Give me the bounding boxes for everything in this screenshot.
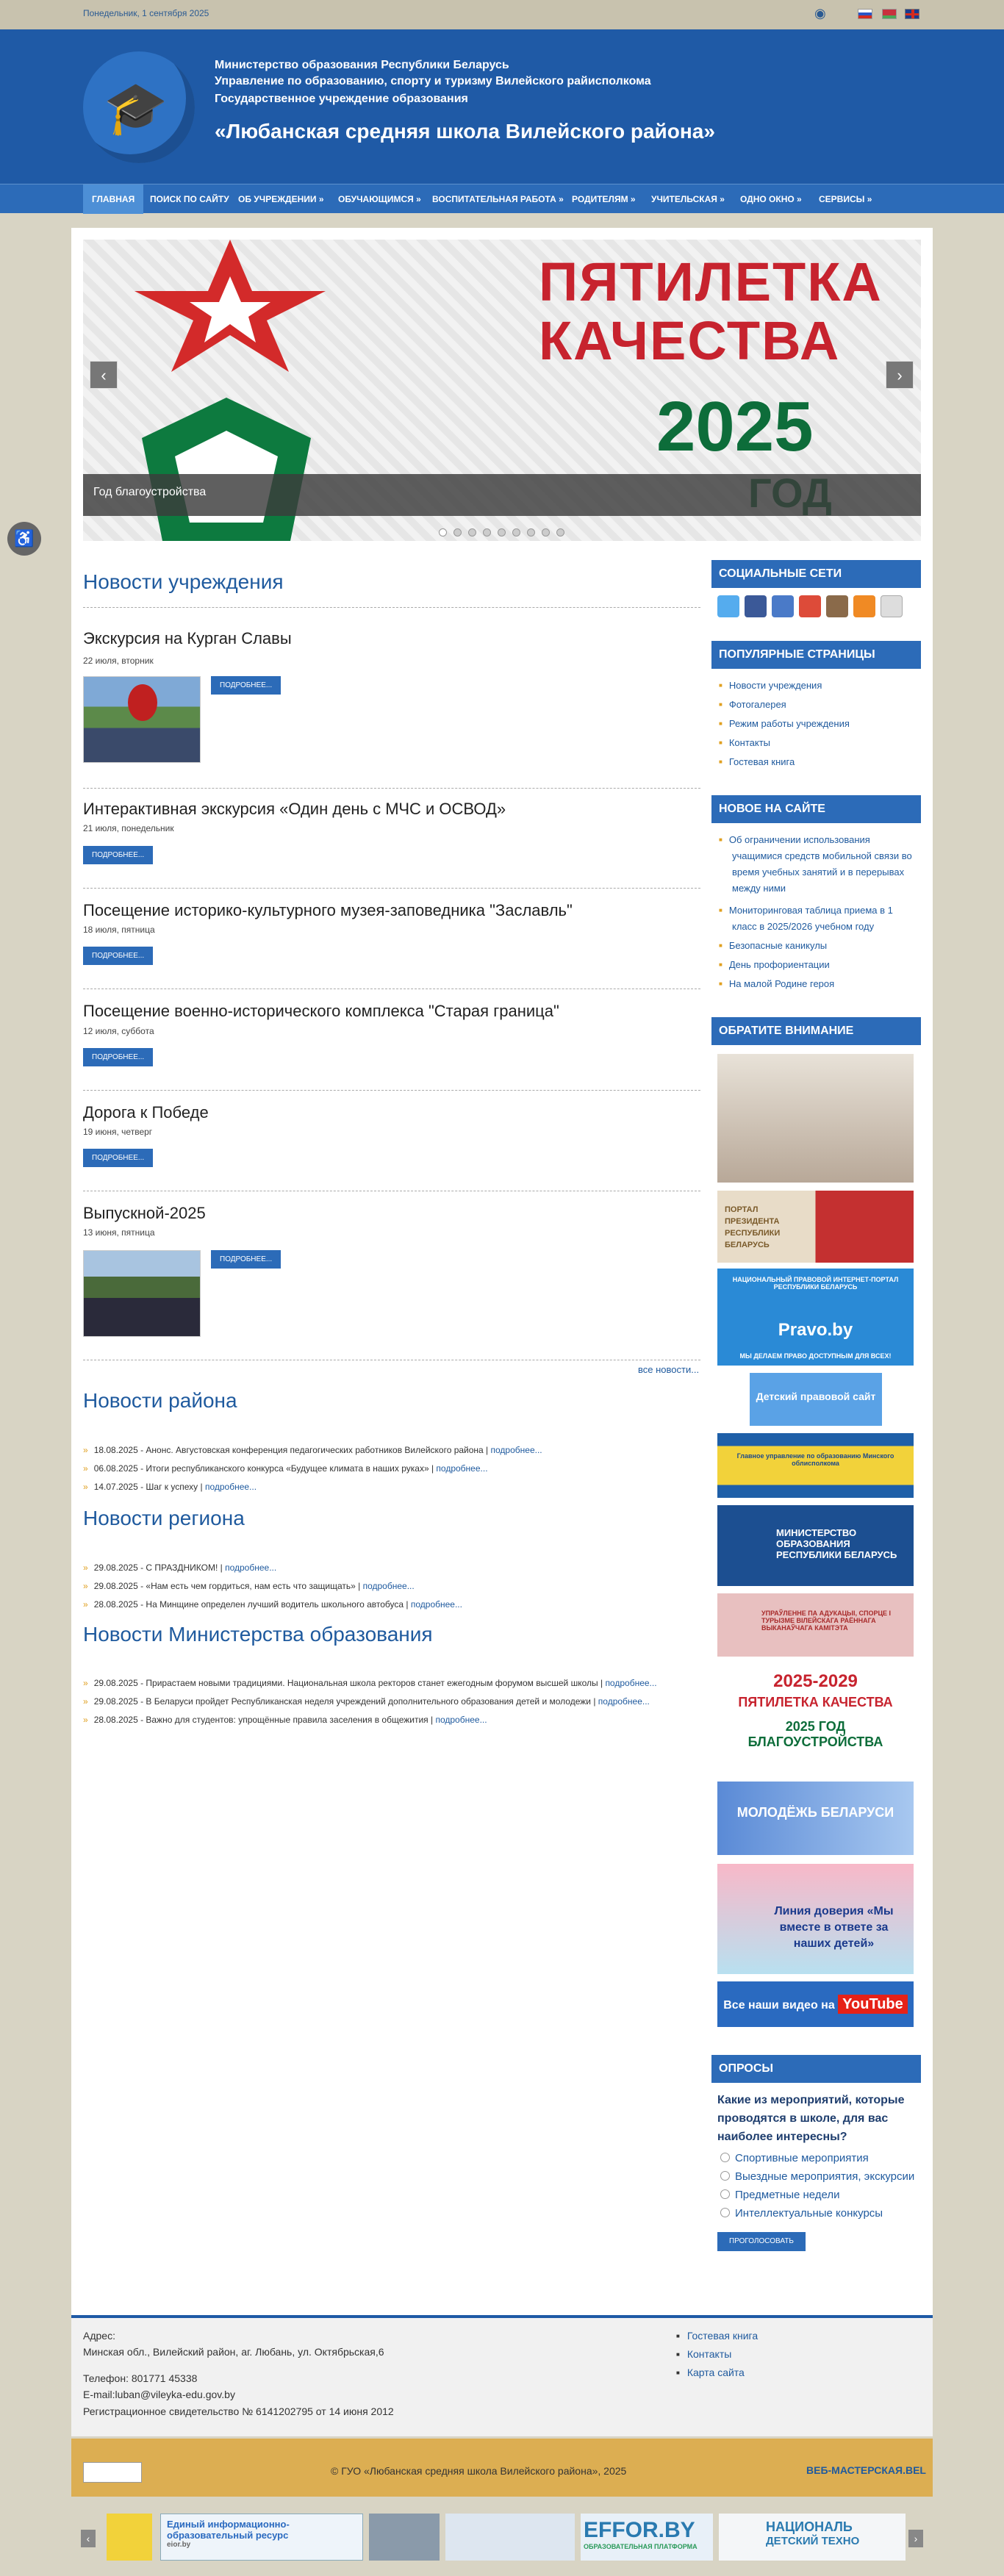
banner-trust-line[interactable] bbox=[717, 1864, 914, 1974]
more-link[interactable]: подробнее... bbox=[436, 1463, 488, 1474]
poll-option[interactable]: Предметные недели bbox=[720, 2189, 840, 2201]
kids-law-text: Детский правовой сайт bbox=[756, 1391, 876, 1402]
new-link[interactable]: ■ Мониторинговая таблица приема в 1 класс в 2025/2026 учебном году bbox=[719, 903, 917, 935]
polls-heading: ОПРОСЫ bbox=[711, 2055, 921, 2083]
partner-minsk-emblem[interactable] bbox=[107, 2514, 152, 2561]
nav-parents[interactable]: РОДИТЕЛЯМ » bbox=[572, 194, 636, 204]
quality-year-text: 2025 ГОД БЛАГОУСТРОЙСТВА bbox=[747, 1719, 883, 1749]
poll-question: Какие из мероприятий, которые проводятся в школе, для вас наиболее интересны? bbox=[717, 2094, 905, 2143]
list-item bbox=[83, 1445, 542, 1455]
main-nav bbox=[0, 184, 1004, 213]
effor-title: EFFOR.BY bbox=[584, 2518, 695, 2542]
read-more-button[interactable]: ПОДРОБНЕЕ... bbox=[211, 676, 281, 695]
address-text: Минская обл., Вилейский район, аг. Любань, ул. Октябрьская,6 bbox=[83, 2346, 384, 2358]
banner-ministry[interactable] bbox=[717, 1505, 914, 1586]
slider-prev-button[interactable]: ‹ bbox=[90, 361, 118, 389]
school-news-heading: Новости учреждения bbox=[83, 570, 284, 593]
list-item bbox=[83, 1581, 415, 1591]
news-thumbnail[interactable] bbox=[83, 676, 201, 763]
partner-photo[interactable] bbox=[369, 2514, 440, 2561]
registration-text: Регистрационное свидетельство № 6141202795 от 14 июня 2012 bbox=[83, 2405, 394, 2417]
technopark-line2: ДЕТСКИЙ ТЕХНО bbox=[766, 2535, 860, 2547]
slide-title-2: КАЧЕСТВА bbox=[539, 310, 841, 371]
facebook-icon[interactable] bbox=[745, 595, 767, 617]
header-institution-type: Государственное учреждение образования bbox=[215, 93, 468, 105]
banner-pravo[interactable] bbox=[717, 1269, 914, 1366]
pravo-subtitle: НАЦИОНАЛЬНЫЙ ПРАВОВОЙ ИНТЕРНЕТ-ПОРТАЛ РЕСПУБЛИКИ БЕЛАРУСЬ bbox=[732, 1276, 899, 1291]
quality-years: 2025-2029 bbox=[773, 1671, 858, 1691]
slider-dot[interactable] bbox=[542, 528, 550, 537]
news-text: 29.08.2025 - С ПРАЗДНИКОМ! | bbox=[93, 1563, 223, 1573]
rss-icon[interactable] bbox=[853, 595, 875, 617]
news-text: 14.07.2025 - Шаг к успеху | bbox=[93, 1482, 203, 1492]
ministry-banner-text: МИНИСТЕРСТВО ОБРАЗОВАНИЯ РЕСПУБЛИКИ БЕЛАРУСЬ bbox=[776, 1527, 897, 1560]
more-link[interactable]: подробнее... bbox=[435, 1715, 487, 1725]
new-on-site-heading: НОВОЕ НА САЙТЕ bbox=[711, 795, 921, 823]
slider-dot[interactable] bbox=[453, 528, 462, 537]
pravo-title: Pravo.by bbox=[778, 1320, 853, 1340]
email-text: E-mail:luban@vileyka-edu.gov.by bbox=[83, 2389, 235, 2400]
vote-button[interactable]: ПРОГОЛОСОВАТЬ bbox=[717, 2232, 806, 2251]
news-text: 29.08.2025 - «Нам есть чем гордиться, нам есть что защищать» | bbox=[93, 1581, 361, 1591]
read-more-button[interactable]: ПОДРОБНЕЕ... bbox=[211, 1250, 281, 1269]
news-item-title[interactable]: Интерактивная экскурсия «Один день с МЧС и ОСВОД» bbox=[83, 800, 506, 818]
banner-youth[interactable] bbox=[717, 1782, 914, 1855]
banner-vileyka[interactable] bbox=[717, 1593, 914, 1657]
popular-link[interactable]: ■ Фотогалерея bbox=[719, 697, 917, 713]
district-news-heading: Новости района bbox=[83, 1389, 237, 1412]
news-text: 29.08.2025 - В Беларуси пройдет Республиканская неделя учреждений дополнительного образования детей и молодежи | bbox=[93, 1696, 596, 1707]
green-emblem-icon bbox=[135, 394, 318, 541]
nav-one-window[interactable]: ОДНО ОКНО » bbox=[740, 194, 802, 204]
mail-icon[interactable] bbox=[881, 595, 903, 617]
popular-link[interactable]: ■ Режим работы учреждения bbox=[719, 716, 917, 732]
flag-ru-icon[interactable] bbox=[858, 9, 872, 19]
minsk-region-text: Главное управление по образованию Минского облисполкома bbox=[736, 1452, 894, 1467]
slider-next-button[interactable]: › bbox=[886, 361, 914, 389]
partners-next-button[interactable]: › bbox=[908, 2530, 923, 2547]
current-date: Понедельник, 1 сентября 2025 bbox=[83, 8, 209, 18]
news-item-date: 19 июня, четверг bbox=[83, 1127, 153, 1137]
banner-photo[interactable] bbox=[717, 1054, 914, 1183]
address-label: Адрес: bbox=[83, 2330, 115, 2342]
slide-title-1: ПЯТИЛЕТКА bbox=[539, 251, 883, 312]
footer-sitemap-link[interactable]: ■ Карта сайта bbox=[676, 2367, 745, 2378]
more-link[interactable]: подробнее... bbox=[598, 1696, 650, 1707]
new-link[interactable]: ■ День профориентации bbox=[719, 957, 917, 973]
slider-dot[interactable] bbox=[483, 528, 491, 537]
poll-option[interactable]: Выездные мероприятия, экскурсии bbox=[720, 2170, 914, 2183]
new-link[interactable]: ■ На малой Родине героя bbox=[719, 976, 917, 992]
banner-president-text: ПОРТАЛ ПРЕЗИДЕНТА РЕСПУБЛИКИ БЕЛАРУСЬ bbox=[725, 1205, 781, 1249]
header-department: Управление по образованию, спорту и туризму Вилейского райисполкома bbox=[215, 75, 651, 87]
youtube-text: Все наши видео на bbox=[723, 1999, 835, 2012]
more-link[interactable]: подробнее... bbox=[605, 1678, 657, 1688]
new-link[interactable]: ■ Безопасные каникулы bbox=[719, 938, 917, 954]
nav-home[interactable]: ГЛАВНАЯ bbox=[83, 184, 143, 214]
banner-youtube[interactable] bbox=[717, 1981, 914, 2027]
slide-year: 2025 bbox=[656, 387, 814, 466]
news-item-title[interactable]: Посещение историко-культурного музея-заповедника "Заславль" bbox=[83, 901, 573, 919]
slider-dot[interactable] bbox=[527, 528, 535, 537]
slider-dot[interactable] bbox=[556, 528, 564, 537]
poll-option[interactable]: Интеллектуальные конкурсы bbox=[720, 2207, 883, 2220]
slider-dots bbox=[439, 528, 571, 539]
site-footer bbox=[71, 2315, 933, 2436]
school-logo[interactable] bbox=[83, 51, 195, 163]
footer-guestbook-link[interactable]: ■ Гостевая книга bbox=[676, 2330, 758, 2342]
list-item bbox=[83, 1678, 657, 1688]
partner-safety[interactable] bbox=[445, 2514, 575, 2561]
nav-about[interactable]: ОБ УЧРЕЖДЕНИИ » bbox=[238, 194, 324, 204]
news-text: 28.08.2025 - Важно для студентов: упрощённые правила заселения в общежития | bbox=[93, 1715, 434, 1725]
popular-link[interactable]: ■ Новости учреждения bbox=[719, 678, 917, 694]
list-item bbox=[83, 1482, 257, 1492]
attention-heading: ОБРАТИТЕ ВНИМАНИЕ bbox=[711, 1017, 921, 1045]
quality-text: ПЯТИЛЕТКА КАЧЕСТВА bbox=[738, 1695, 893, 1709]
accessibility-eye-icon[interactable]: ◉ bbox=[814, 6, 826, 21]
accessibility-side-button[interactable]: ♿ bbox=[7, 522, 41, 556]
list-item bbox=[83, 1463, 488, 1474]
news-item-title[interactable]: Посещение военно-исторического комплекса "Старая граница" bbox=[83, 1002, 559, 1020]
twitter-icon[interactable] bbox=[717, 595, 739, 617]
partners-prev-button[interactable]: ‹ bbox=[81, 2530, 96, 2547]
popular-heading: ПОПУЛЯРНЫЕ СТРАНИЦЫ bbox=[711, 641, 921, 669]
slider-dot[interactable] bbox=[439, 528, 447, 537]
vk-icon[interactable] bbox=[772, 595, 794, 617]
news-item-date: 22 июля, вторник bbox=[83, 656, 154, 666]
nav-students[interactable]: ОБУЧАЮЩИМСЯ » bbox=[338, 194, 421, 204]
more-link[interactable]: подробнее... bbox=[225, 1563, 277, 1573]
region-news-heading: Новости региона bbox=[83, 1507, 245, 1529]
divider bbox=[83, 1090, 700, 1091]
read-more-button[interactable]: ПОДРОБНЕЕ... bbox=[83, 1149, 153, 1167]
all-news-link[interactable]: все новости... bbox=[638, 1364, 700, 1375]
news-text: 29.08.2025 - Прирастаем новыми традициями. Национальная школа ректоров станет ежегодным форумом высшей школы | bbox=[93, 1678, 603, 1688]
more-link[interactable]: подробнее... bbox=[410, 1599, 462, 1610]
trust-line-text: Линия доверия «Мы вместе в ответе за наших детей» bbox=[774, 1905, 894, 1950]
header-ministry: Министерство образования Республики Беларусь bbox=[215, 59, 509, 71]
divider bbox=[83, 607, 700, 608]
eior-line1: Единый информационно- bbox=[167, 2519, 290, 2530]
poll-option[interactable]: Спортивные мероприятия bbox=[720, 2152, 869, 2164]
flag-by-icon[interactable] bbox=[882, 9, 897, 19]
pravo-slogan: МЫ ДЕЛАЕМ ПРАВО ДОСТУПНЫМ ДЛЯ ВСЕХ! bbox=[739, 1352, 892, 1360]
news-text: 06.08.2025 - Итоги республиканского конкурса «Будущее климата в наших руках» | bbox=[93, 1463, 434, 1474]
partner-effor[interactable] bbox=[581, 2514, 713, 2561]
divider bbox=[83, 888, 700, 889]
nav-search[interactable]: ПОИСК ПО САЙТУ bbox=[150, 194, 229, 204]
slider-dot[interactable] bbox=[468, 528, 476, 537]
slider-dot[interactable] bbox=[498, 528, 506, 537]
list-item bbox=[83, 1563, 276, 1573]
banner-president[interactable] bbox=[717, 1191, 914, 1263]
partner-technopark[interactable] bbox=[719, 2514, 906, 2561]
star-emblem-icon bbox=[127, 240, 333, 372]
site-title: «Любанская средняя школа Вилейского района» bbox=[215, 120, 715, 143]
more-link[interactable]: подробнее... bbox=[204, 1482, 257, 1492]
youtube-logo-text: YouTube bbox=[838, 1995, 908, 2014]
news-item-date: 13 июня, пятница bbox=[83, 1227, 155, 1238]
phone-text: Телефон: 801771 45338 bbox=[83, 2372, 198, 2384]
popular-link[interactable]: ■ Гостевая книга bbox=[719, 754, 917, 770]
partner-eior[interactable] bbox=[160, 2514, 363, 2561]
nav-education-work[interactable]: ВОСПИТАТЕЛЬНАЯ РАБОТА » bbox=[432, 194, 564, 204]
news-item-date: 21 июля, понедельник bbox=[83, 823, 174, 833]
read-more-button[interactable]: ПОДРОБНЕЕ... bbox=[83, 846, 153, 864]
footer-contacts-link[interactable]: ■ Контакты bbox=[676, 2348, 731, 2360]
banner-kids-law[interactable] bbox=[750, 1373, 882, 1426]
visit-counter[interactable] bbox=[83, 2462, 142, 2483]
eior-line2: образовательный ресурс bbox=[167, 2530, 289, 2541]
new-link[interactable]: ■ Об ограничении использования учащимися средств мобильной связи во время учебных занятий и в перерывах между ними bbox=[719, 832, 917, 897]
youth-text: МОЛОДЁЖЬ БЕЛАРУСИ bbox=[736, 1805, 894, 1820]
google-plus-icon[interactable] bbox=[799, 595, 821, 617]
list-item bbox=[83, 1696, 650, 1707]
studio-link[interactable]: ВЕБ-МАСТЕРСКАЯ.BEL bbox=[806, 2464, 926, 2476]
banner-quality[interactable] bbox=[717, 1664, 914, 1773]
nav-teachers[interactable]: УЧИТЕЛЬСКАЯ » bbox=[651, 194, 725, 204]
slider-dot[interactable] bbox=[512, 528, 520, 537]
more-link[interactable]: подробнее... bbox=[490, 1445, 542, 1455]
news-item-title[interactable]: Дорога к Победе bbox=[83, 1103, 209, 1122]
list-item bbox=[83, 1715, 487, 1725]
divider bbox=[83, 788, 700, 789]
popular-link[interactable]: ■ Контакты bbox=[719, 735, 917, 751]
banner-minsk-region[interactable] bbox=[717, 1433, 914, 1498]
flag-en-icon[interactable] bbox=[905, 9, 919, 19]
more-link[interactable]: подробнее... bbox=[362, 1581, 415, 1591]
effor-subtitle: ОБРАЗОВАТЕЛЬНАЯ ПЛАТФОРМА bbox=[584, 2543, 698, 2550]
news-text: 18.08.2025 - Анонс. Августовская конференция педагогических работников Вилейского района | bbox=[93, 1445, 489, 1455]
list-item bbox=[83, 1599, 462, 1610]
graduation-cap-icon: 🎓 bbox=[104, 79, 168, 137]
vileyka-banner-text: УПРАЎЛЕННЕ ПА АДУКАЦЫІ, СПОРЦЕ І ТУРЫЗМЕ ВІЛЕЙСКАГА РАЁННАГА ВЫКАНАЎЧАГА КАМІТЭТА bbox=[761, 1610, 892, 1632]
news-item-title[interactable]: Выпускной-2025 bbox=[83, 1204, 206, 1222]
nav-services[interactable]: СЕРВИСЫ » bbox=[819, 194, 872, 204]
read-more-button[interactable]: ПОДРОБНЕЕ... bbox=[83, 1048, 153, 1066]
news-text: 28.08.2025 - На Минщине определен лучший водитель школьного автобуса | bbox=[93, 1599, 409, 1610]
read-more-button[interactable]: ПОДРОБНЕЕ... bbox=[83, 947, 153, 965]
instagram-icon[interactable] bbox=[826, 595, 848, 617]
social-heading: СОЦИАЛЬНЫЕ СЕТИ bbox=[711, 560, 921, 588]
eior-url: eior.by bbox=[167, 2541, 191, 2549]
news-thumbnail[interactable] bbox=[83, 1250, 201, 1337]
technopark-line1: НАЦИОНАЛЬ bbox=[766, 2519, 853, 2534]
news-item-title[interactable]: Экскурсия на Курган Славы bbox=[83, 629, 292, 647]
ministry-news-heading: Новости Министерства образования bbox=[83, 1623, 433, 1646]
news-item-date: 12 июля, суббота bbox=[83, 1026, 154, 1036]
copyright-text: © ГУО «Любанская средняя школа Вилейского района», 2025 bbox=[331, 2465, 627, 2477]
news-item-date: 18 июля, пятница bbox=[83, 925, 155, 935]
slide-caption: Год благоустройства bbox=[83, 474, 921, 516]
